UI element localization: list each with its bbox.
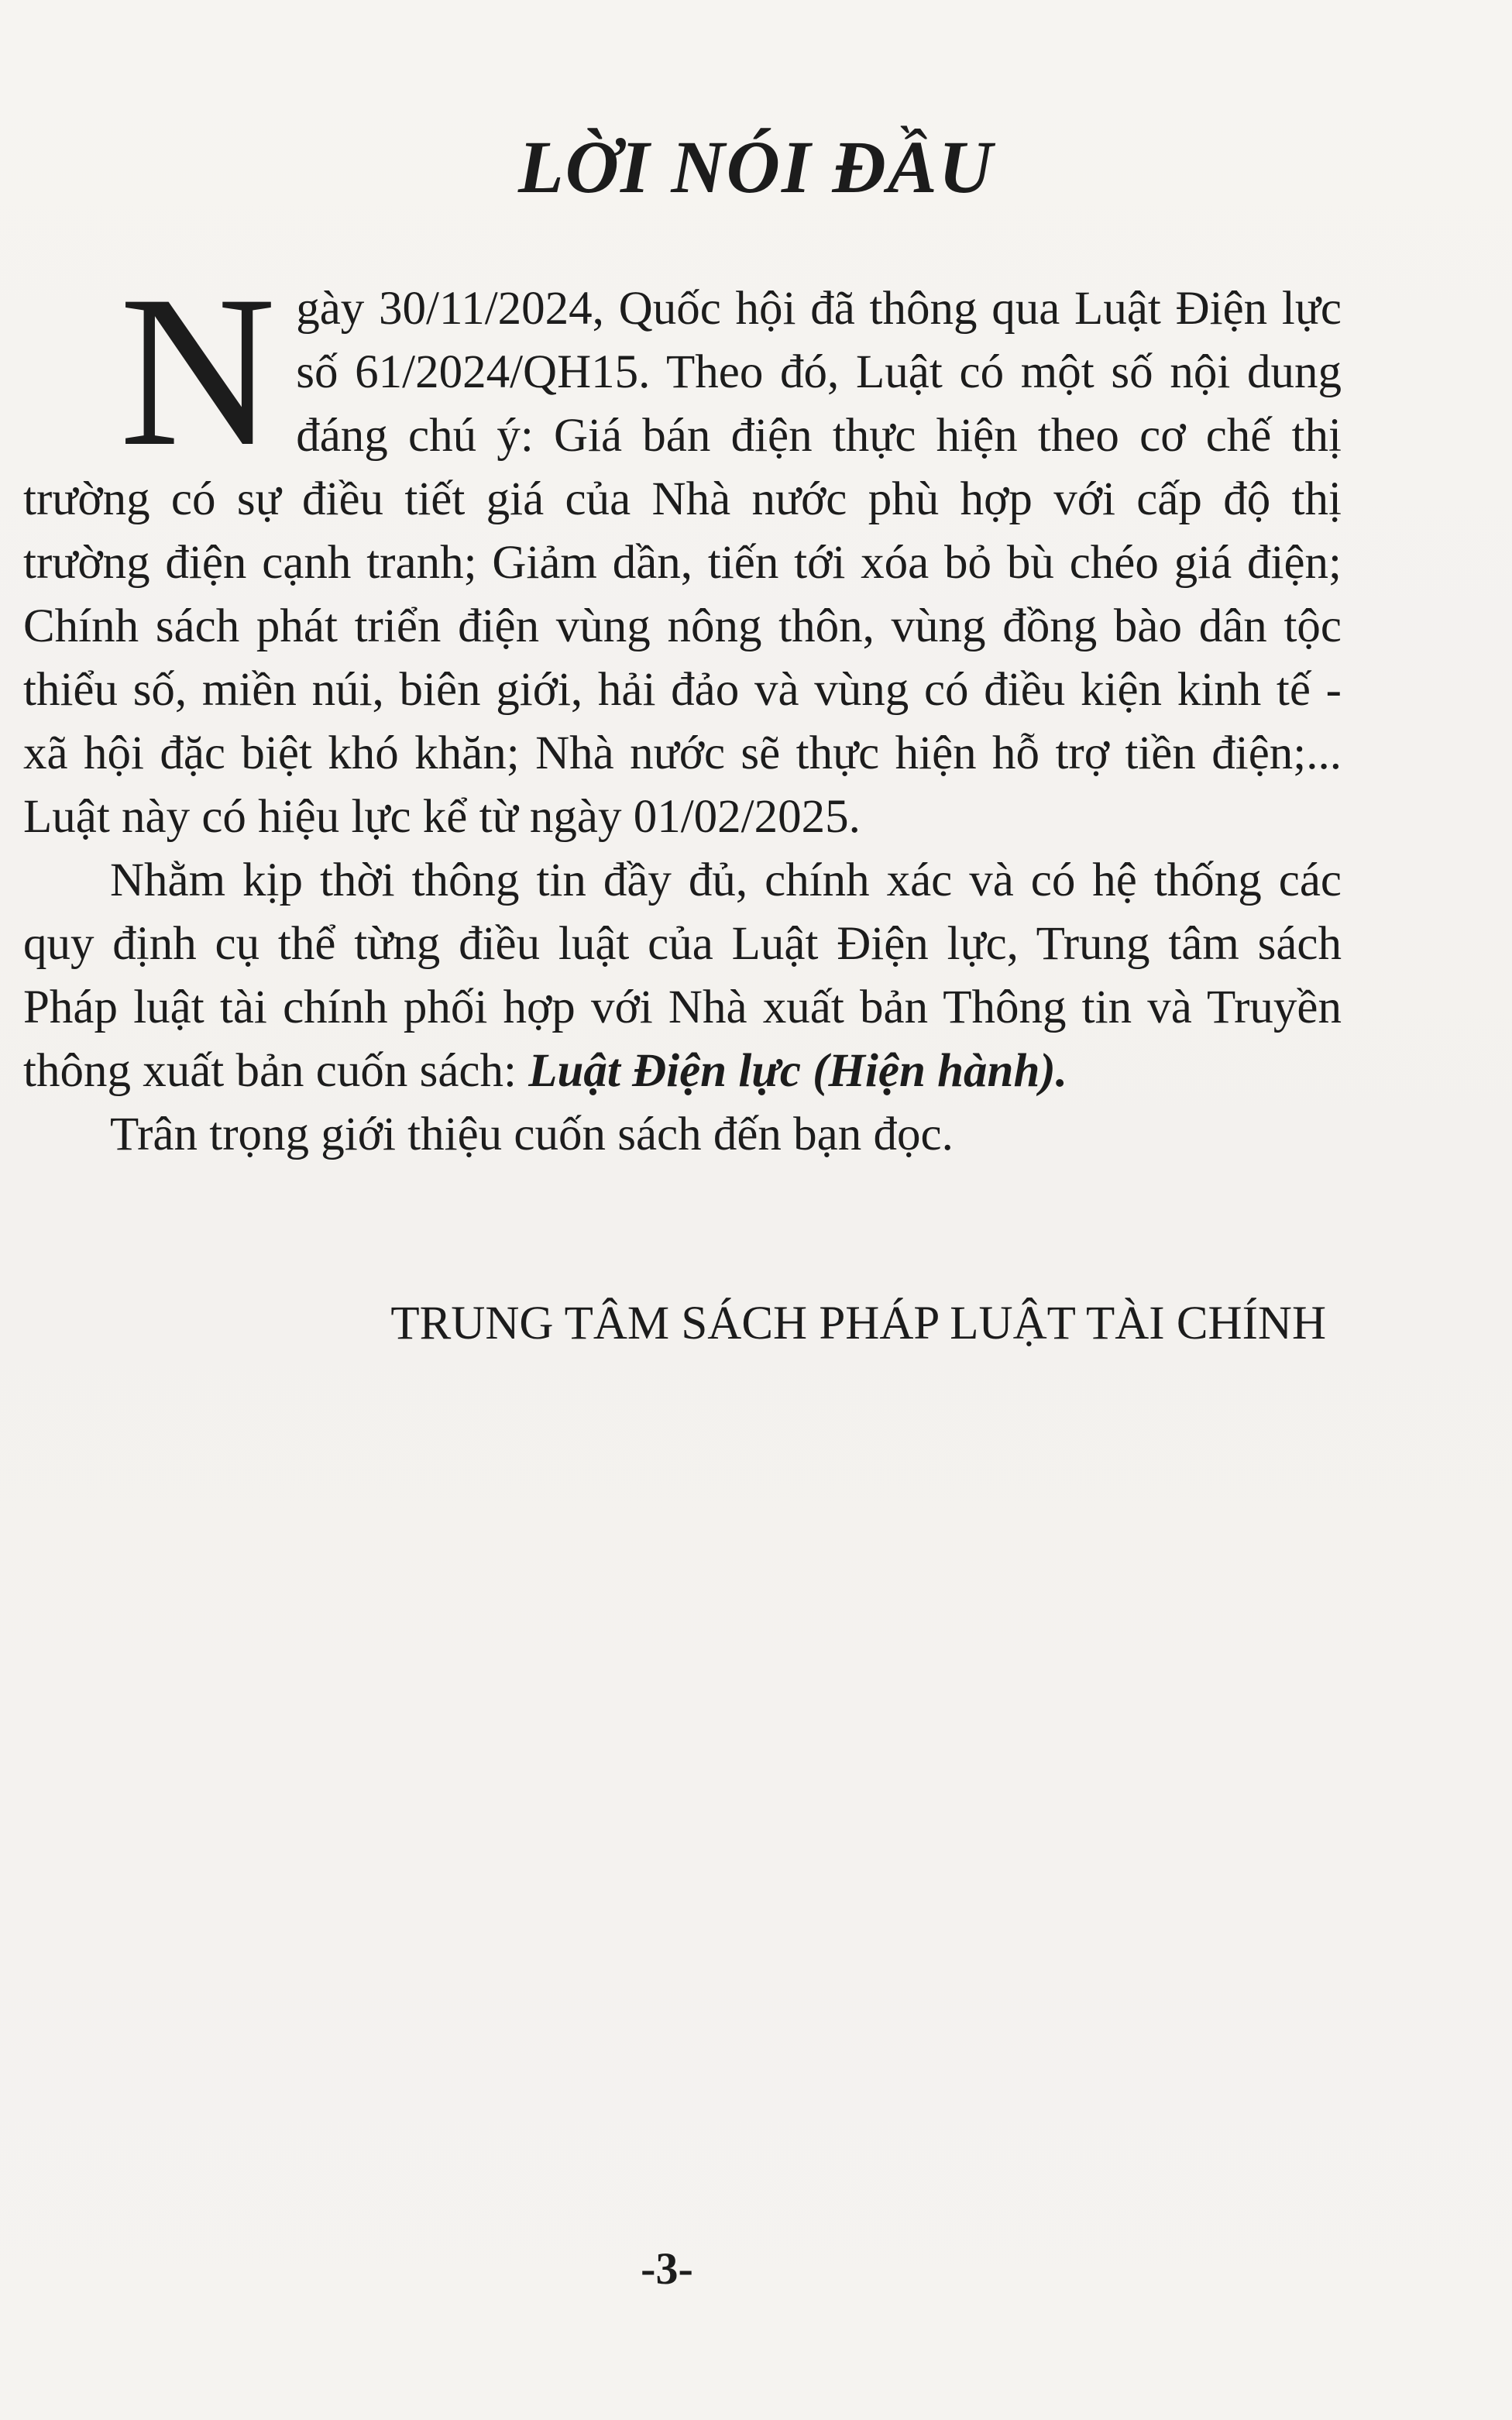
- paragraph-closing: Trân trọng giới thiệu cuốn sách đến bạn đọc.: [110, 1109, 954, 1160]
- book-title: Luật Điện lực (Hiện hành).: [528, 1045, 1067, 1097]
- publisher-signature: TRUNG TÂM SÁCH PHÁP LUẬT TÀI CHÍNH: [390, 1298, 1326, 1349]
- paragraph-purpose-text: Nhằm kịp thời thông tin đầy đủ, chính xác và có hệ thống các quy định cụ thể từng điều luật của Luật Điện lực, Trung tâm sách Pháp luật tài chính phối hợp với Nhà xuất bản Thông tin và Truyền thông xuất bản cuốn sách:: [23, 854, 1342, 1097]
- paragraph-intro-text: gày 30/11/2024, Quốc hội đã thông qua Luật Điện lực số 61/2024/QH15. Theo đó, Luật có một số nội dung đáng chú ý: Giá bán điện thực hiện theo cơ chế thị trường có sự điều tiết giá của Nhà nước phù hợp với cấp độ thị trường điện cạnh tranh; Giảm dần, tiến tới xóa bỏ bù chéo giá điện; Chính sách phát triển điện vùng nông thôn, vùng đồng bào dân tộc thiểu số, miền núi, biên giới, hải đảo và vùng có điều kiện kinh tế - xã hội đặc biệt khó khăn; Nhà nước sẽ thực hiện hỗ trợ tiền điện;... Luật này có hiệu lực kể từ ngày 01/02/2025.: [23, 283, 1342, 843]
- drop-cap-letter: N: [119, 250, 277, 491]
- paragraph-intro: [23, 250, 1342, 849]
- paragraph-purpose: [23, 849, 1342, 1103]
- preface-body: [23, 250, 1342, 1167]
- page-title: LỜI NÓI ĐẦU: [517, 125, 995, 208]
- page-number: -3-: [641, 2243, 693, 2294]
